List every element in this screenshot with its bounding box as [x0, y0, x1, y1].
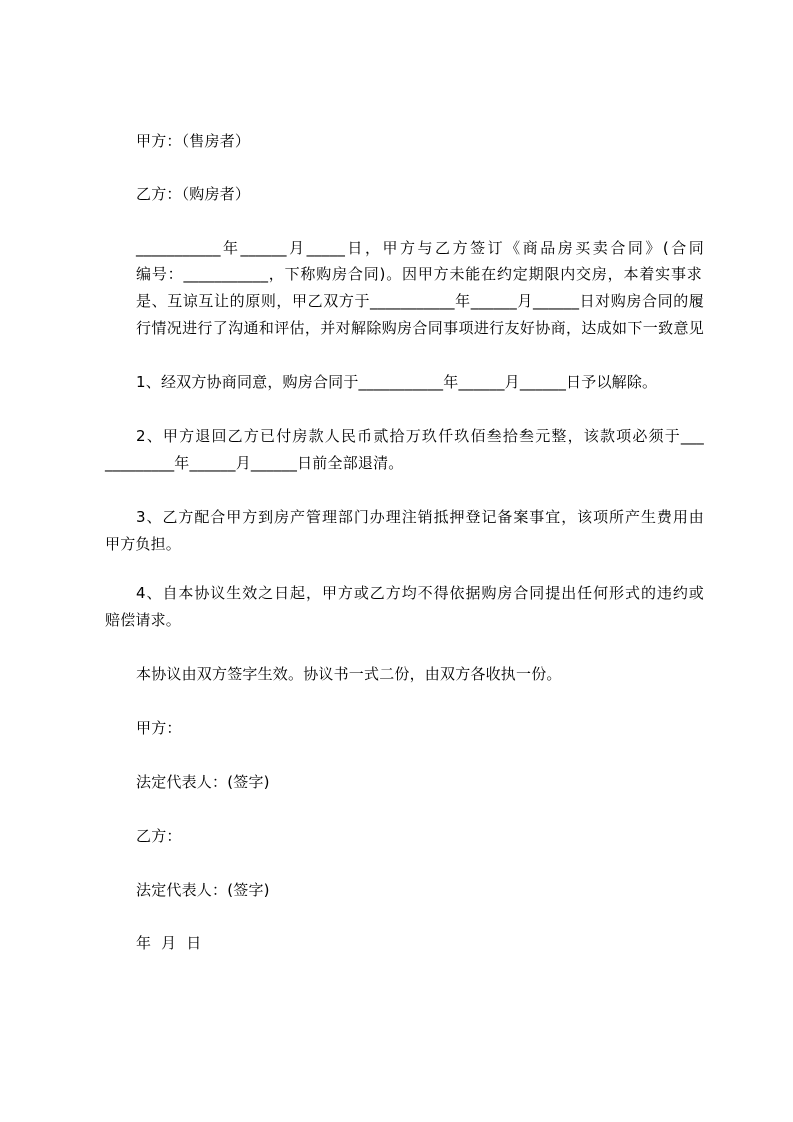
clause-3-line-2: 甲方负担。: [105, 535, 182, 553]
party-b-signature-label: 乙方：: [136, 827, 182, 845]
intro-line-2: 编号：___________，下称购房合同)。因甲方未能在约定期限内交房，本着实事求: [136, 265, 702, 283]
party-b-heading: 乙方：（购房者）: [136, 185, 251, 203]
party-a-signature-label: 甲方：: [136, 719, 182, 737]
clause-2-line-1: 2、甲方退回乙方已付房款人民币贰拾万玖仟玖佰叁拾叁元整，该款项必须于___: [136, 427, 704, 445]
party-a-representative: 法定代表人：(签字): [136, 773, 270, 791]
clause-2-line-2: _________年______月______日前全部退清。: [105, 454, 404, 472]
signing-date: 年 月 日: [136, 934, 202, 952]
party-a-heading: 甲方：（售房者）: [136, 132, 251, 150]
party-b-representative: 法定代表人：(签字): [136, 881, 270, 899]
intro-line-3: 是、互谅互让的原则，甲乙双方于___________年______月______日对购房合同的履: [136, 292, 704, 310]
intro-line-1: ___________年______月_____日，甲方与乙方签订《商品房买卖合同》(合同: [136, 239, 704, 257]
clause-1: 1、经双方协商同意，购房合同于___________年______月______日予以解除。: [136, 373, 658, 391]
clause-4-line-2: 赔偿请求。: [105, 611, 182, 629]
clause-4-line-1: 4、自本协议生效之日起，甲方或乙方均不得依据购房合同提出任何形式的违约或: [136, 584, 704, 602]
clause-3-line-1: 3、乙方配合甲方到房产管理部门办理注销抵押登记备案事宜，该项所产生费用由: [136, 508, 704, 526]
effective-statement: 本协议由双方签字生效。协议书一式二份，由双方各收执一份。: [136, 665, 562, 683]
intro-line-4: 行情况进行了沟通和评估，并对解除购房合同事项进行友好协商，达成如下一致意见: [136, 319, 704, 337]
